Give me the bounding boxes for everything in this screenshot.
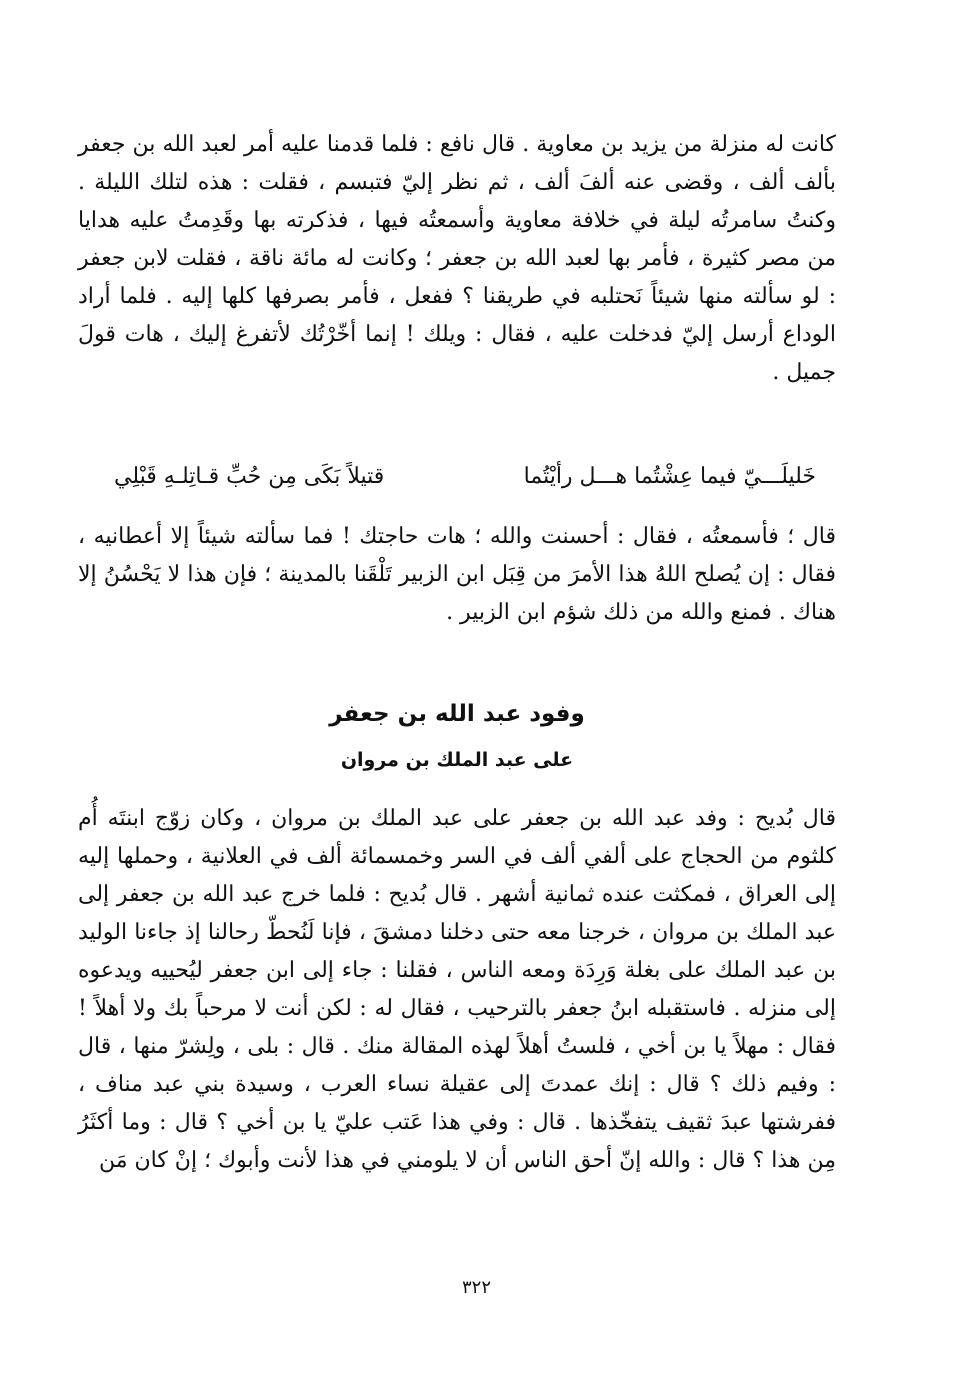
paragraph-nafi-story: كانت له منزلة من يزيد بن معاوية . قال نافع : فلما قدمنا عليه أمر لعبد الله بن جعفر بألف ألف ، وقضى عنه ألفَ ألف ، ثم نظر إليّ فتبسم ، فقلت : هذه لتلك الليلة . وكنتُ سامرتُه ليلة في خلافة معاوية وأسمعتُه فيها ، فذكرته بها وقَدِمتُ عليه هدايا من مصر كثيرة ، فأمر بها لعبد الله بن جعفر ؛ وكانت له مائة ناقة ، فقلت لابن جعفر : لو سألته منها شيئاً نَحتلبه في طريقنا ؟ ففعل ، فأمر بصرفها كلها إليه . فلما أراد الوداع أرسل إليّ فدخلت عليه ، فقال : ويلك ! إنما أخّرْتُك لأتفرغ إليك ، هات قولَ جميل . bbox=[78, 132, 836, 385]
poetry-verse bbox=[78, 455, 836, 499]
page-number: ٣٢٢ bbox=[461, 1277, 491, 1298]
section-heading: وفود عبد الله بن جعفر bbox=[329, 701, 585, 727]
verse-second-hemistich: قتيلاً بَكَى مِن حُبِّ قـاتِلـهِ قَبْلِي bbox=[114, 464, 385, 489]
paragraph-budayh-story: قال بُديح : وفد عبد الله بن جعفر على عبد الملك بن مروان ، وكان زوّج ابنتَه أُم كلثوم من الحجاج على ألفي ألف في السر وخمسمائة ألف في العلانية ، وحملها إليه إلى العراق ، فمكثت عنده ثمانية أشهر . قال بُديح : فلما خرج عبد الله بن جعفر إلى عبد الملك بن مروان ، خرجنا معه حتى دخلنا دمشقَ ، فإنا لَنُحطّ رحالنا إذ جاءنا الوليد بن عبد الملك على بغلة وَرِدَة ومعه الناس ، فقلنا : جاء إلى ابن جعفر ليُحييه ويدعوه إلى منزله . فاستقبله ابنُ جعفر بالترحيب ، فقال له : لكن أنت لا مرحباً بك ولا أهلاً ! فقال : مهلاً يا بن أخي ، فلستُ أهلاً لهذه المقالة منك . قال : بلى ، ولِشرّ منها ، قال : وفيم ذلك ؟ قال : إنك عمدتَ إلى عقيلة نساء العرب ، وسيدة بني عبد مناف ، ففرشتها عبدَ ثقيف يتفخّذها . قال : وفي هذا عَتب عليّ يا بن أخي ؟ قال : وما أكثَرُ مِن هذا ؟ قال : والله إنّ أحق الناس أن لا يلومني في هذا لأنت وأبوك ؛ إنْ كان مَن bbox=[78, 806, 836, 1173]
section-subheading: على عبد الملك بن مروان bbox=[340, 749, 574, 771]
paragraph-after-verse: قال ؛ فأسمعتُه ، فقال : أحسنت والله ؛ هات حاجتك ! فما سألته شيئاً إلا أعطانيه ، فقال : إن يُصلح اللهُ هذا الأمرَ من قِبَل ابن الزبير تَلْقَنا بالمدينة ؛ فإن هذا لا يَحْسُنُ إلا هناك . فمنع والله من ذلك شؤم ابن الزبير . bbox=[78, 524, 836, 625]
verse-first-hemistich: خَليلَـــيّ فيما عِشْتُما هـــل رأيْتُما bbox=[523, 464, 816, 489]
